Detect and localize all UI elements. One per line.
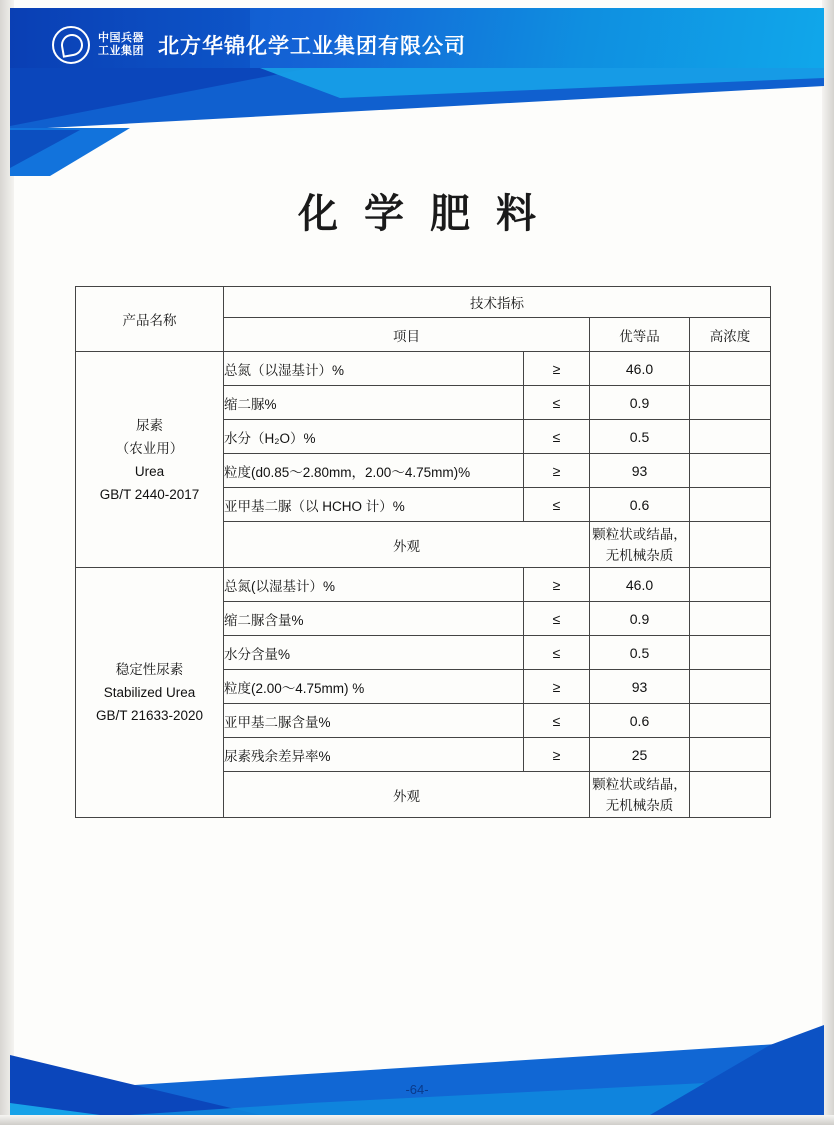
item-symbol: ≤ <box>524 488 590 522</box>
appearance-value-high <box>690 522 771 568</box>
logo-text-line1: 中国兵器 <box>98 32 144 44</box>
header-item: 项目 <box>224 318 590 352</box>
item-symbol: ≤ <box>524 636 590 670</box>
item-symbol: ≥ <box>524 568 590 602</box>
header-band <box>10 8 824 68</box>
item-value-high <box>690 488 771 522</box>
page-title: 化学肥料 <box>298 190 562 237</box>
decorative-top-graphic <box>10 68 824 178</box>
table-header-row-1 <box>76 287 771 318</box>
item-value-premium: 93 <box>590 670 690 704</box>
appearance-value-line1: 颗粒状或结晶， <box>592 776 687 792</box>
appearance-value-line1: 颗粒状或结晶， <box>592 526 687 542</box>
header-grade-high-conc: 高浓度 <box>690 318 771 352</box>
table-row <box>76 352 771 386</box>
item-symbol: ≥ <box>524 670 590 704</box>
item-label: 尿素残余差异率% <box>224 738 524 772</box>
item-value-premium: 0.5 <box>590 420 690 454</box>
item-value-premium: 0.5 <box>590 636 690 670</box>
item-value-high <box>690 704 771 738</box>
header-tech-index: 技术指标 <box>224 287 771 318</box>
norinco-circle-logo-icon <box>52 26 90 64</box>
item-symbol: ≥ <box>524 454 590 488</box>
product-line: （农业用） <box>115 440 184 456</box>
appearance-value-line2: 无机械杂质 <box>605 797 674 813</box>
item-value-premium: 93 <box>590 454 690 488</box>
item-value-premium: 25 <box>590 738 690 772</box>
appearance-value <box>590 772 690 818</box>
logo-chinese-text <box>98 32 144 58</box>
appearance-value-line2: 无机械杂质 <box>605 547 674 563</box>
item-value-high <box>690 602 771 636</box>
product-line: 尿素 <box>136 417 163 433</box>
item-label: 水分含量% <box>224 636 524 670</box>
item-symbol: ≥ <box>524 352 590 386</box>
table-row <box>76 568 771 602</box>
item-value-high <box>690 454 771 488</box>
item-label: 总氮（以湿基计）% <box>224 352 524 386</box>
item-label: 缩二脲% <box>224 386 524 420</box>
paper-edge-bottom <box>0 1115 834 1125</box>
item-value-high <box>690 670 771 704</box>
item-value-premium: 46.0 <box>590 568 690 602</box>
item-label: 亚甲基二脲（以 HCHO 计）% <box>224 488 524 522</box>
appearance-label: 外观 <box>224 522 590 568</box>
item-symbol: ≤ <box>524 420 590 454</box>
item-value-premium: 0.9 <box>590 386 690 420</box>
item-label: 粒度(2.00～4.75mm) % <box>224 670 524 704</box>
product-cell-urea <box>76 352 224 568</box>
item-label: 粒度(d0.85～2.80mm，2.00～4.75mm)% <box>224 454 524 488</box>
header-product-name: 产品名称 <box>76 287 224 352</box>
appearance-value-high <box>690 772 771 818</box>
item-symbol: ≥ <box>524 738 590 772</box>
appearance-value <box>590 522 690 568</box>
item-value-high <box>690 568 771 602</box>
header-grade-premium: 优等品 <box>590 318 690 352</box>
product-line: Urea <box>134 463 165 479</box>
item-value-high <box>690 420 771 454</box>
product-line: GB/T 2440-2017 <box>99 486 200 502</box>
specification-table <box>75 286 770 818</box>
item-value-high <box>690 738 771 772</box>
item-value-premium: 46.0 <box>590 352 690 386</box>
item-value-high <box>690 636 771 670</box>
product-line: Stabilized Urea <box>103 685 196 700</box>
page-number: -64- <box>405 1082 429 1097</box>
appearance-label: 外观 <box>224 772 590 818</box>
product-cell-stabilized-urea <box>76 568 224 818</box>
item-value-premium: 0.6 <box>590 488 690 522</box>
item-symbol: ≤ <box>524 602 590 636</box>
item-label: 亚甲基二脲含量% <box>224 704 524 738</box>
item-label: 水分（H₂O）% <box>224 420 524 454</box>
item-symbol: ≤ <box>524 704 590 738</box>
item-label: 总氮(以湿基计）% <box>224 568 524 602</box>
logo-text-line2: 工业集团 <box>98 45 144 57</box>
company-name: 北方华锦化学工业集团有限公司 <box>158 35 466 58</box>
item-symbol: ≤ <box>524 386 590 420</box>
item-value-premium: 0.6 <box>590 704 690 738</box>
item-label: 缩二脲含量% <box>224 602 524 636</box>
item-value-high <box>690 386 771 420</box>
item-value-high <box>690 352 771 386</box>
item-value-premium: 0.9 <box>590 602 690 636</box>
company-logo <box>52 26 144 64</box>
product-line: GB/T 21633-2020 <box>95 708 204 723</box>
product-line: 稳定性尿素 <box>115 662 184 677</box>
